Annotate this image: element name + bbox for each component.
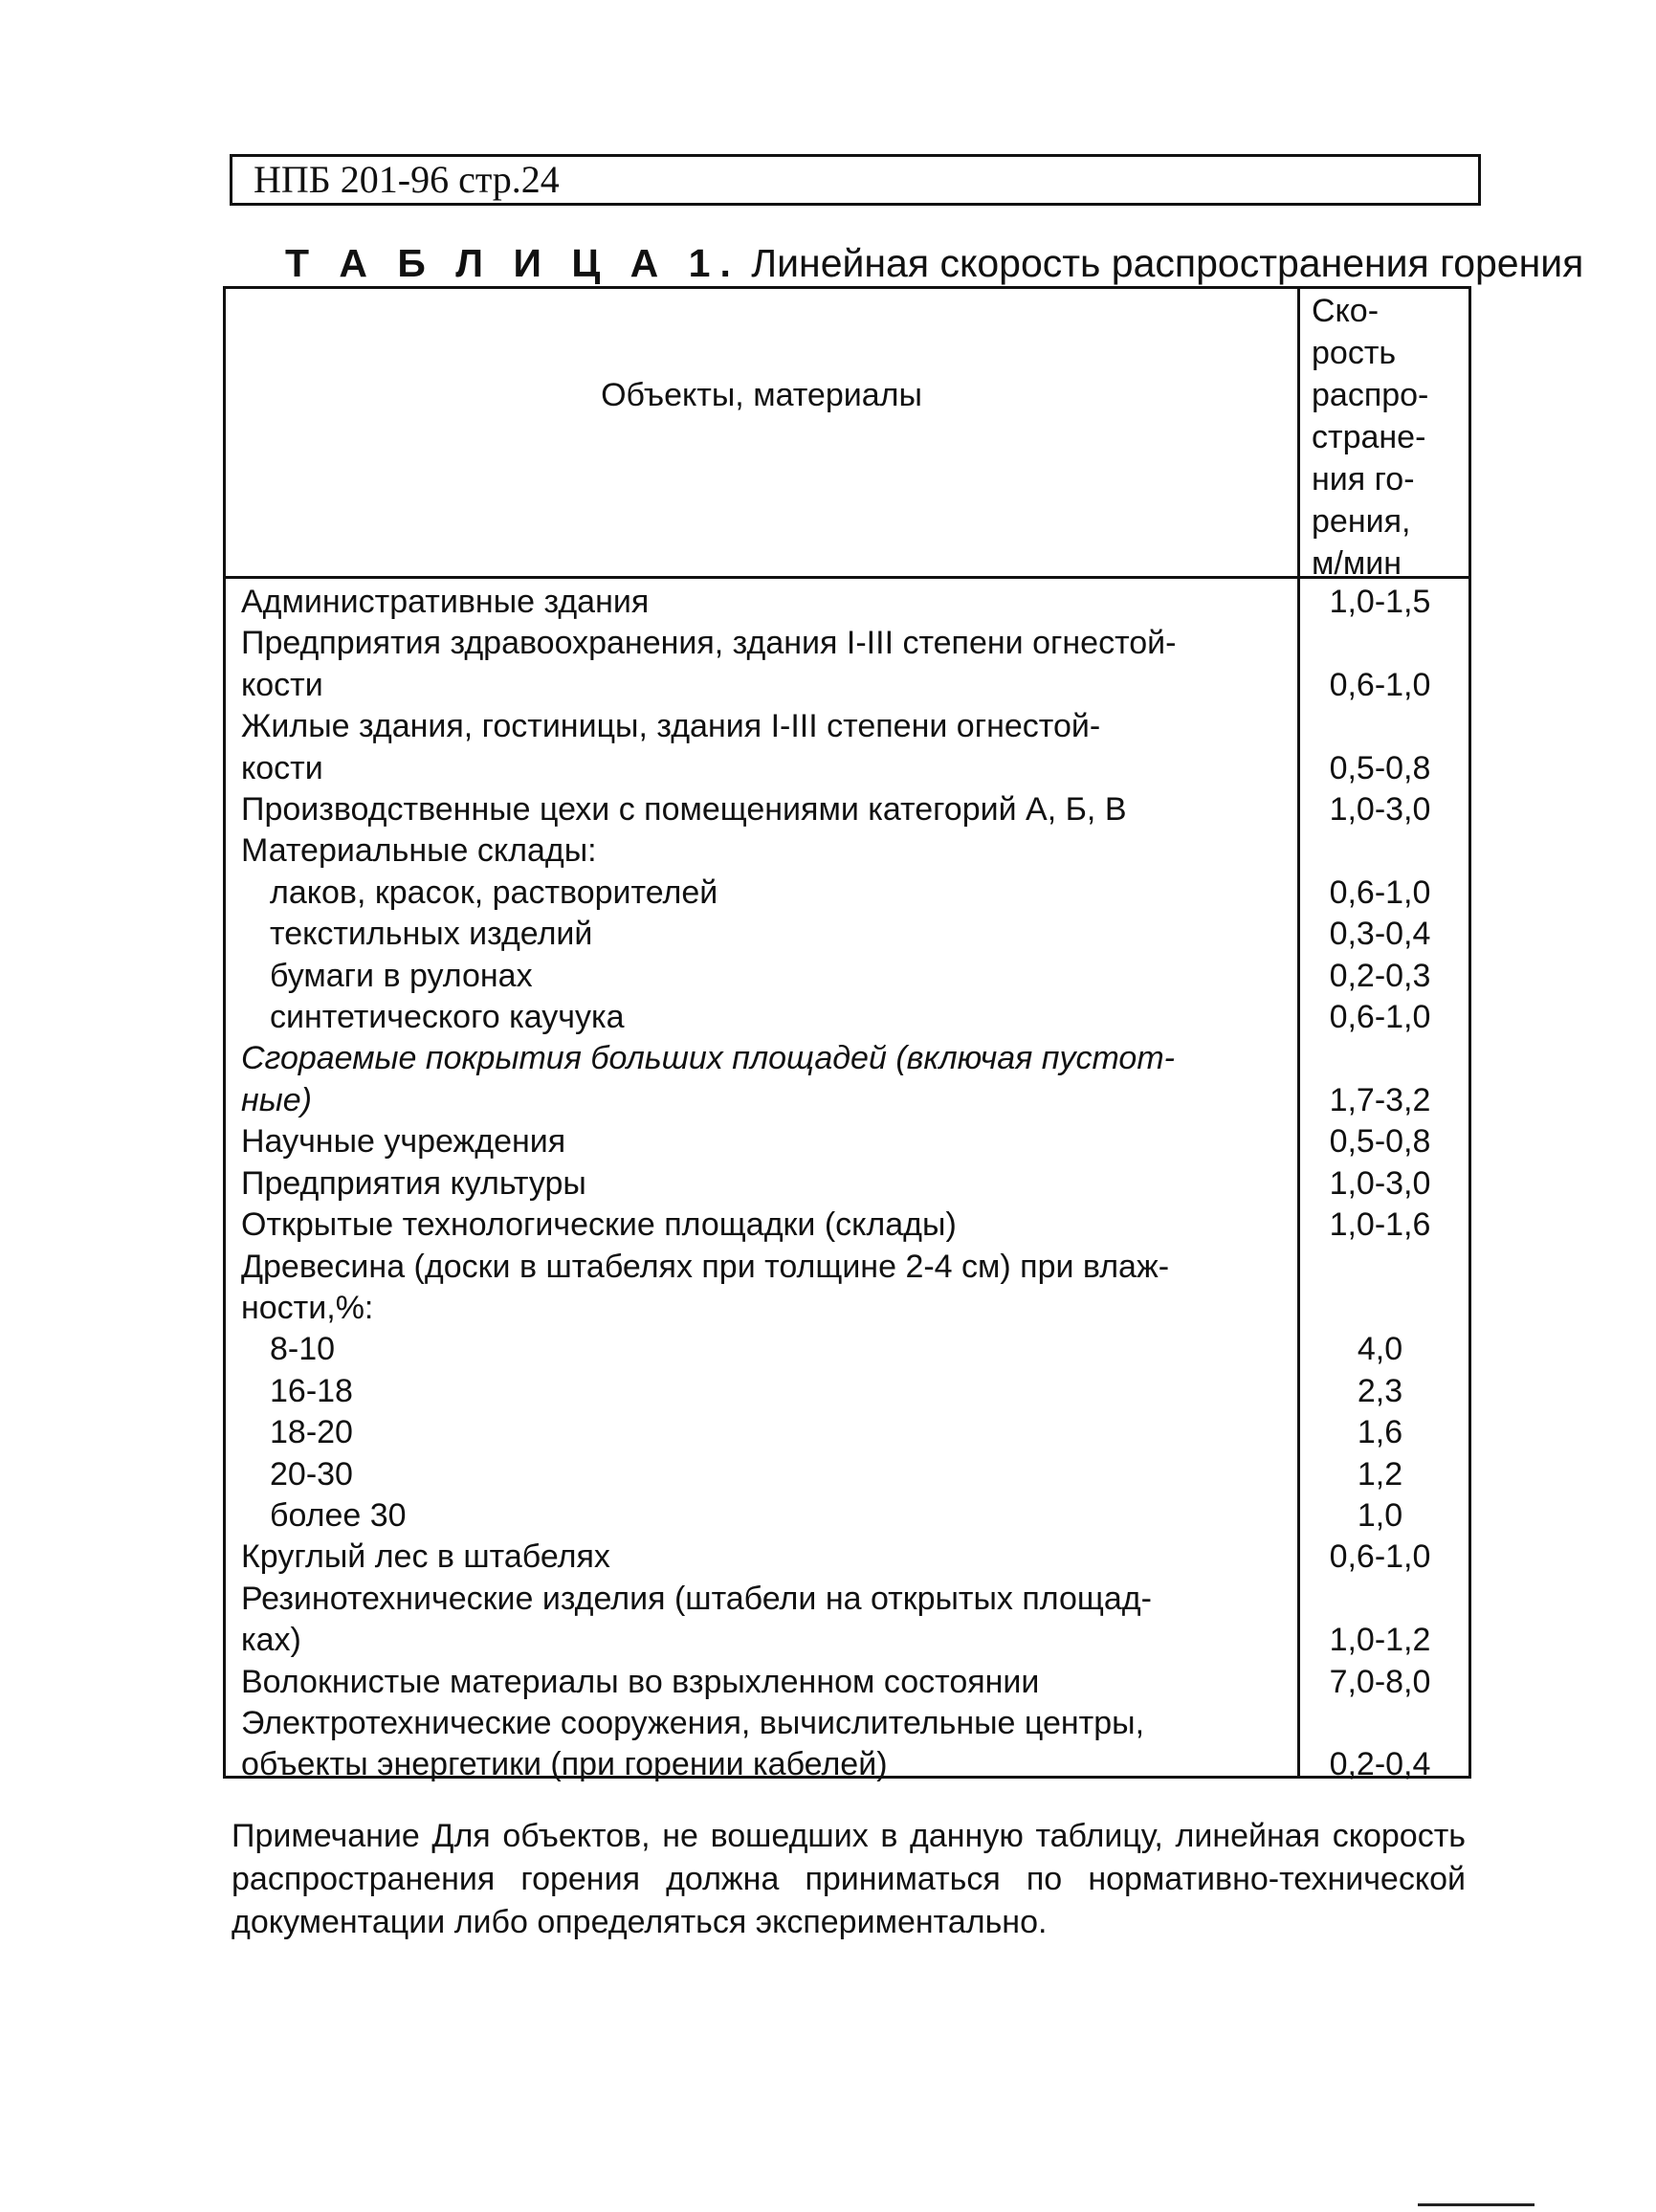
table-row: [226, 1121, 1468, 1162]
table-row: [226, 1703, 1468, 1786]
table-row: [226, 1412, 1468, 1453]
table-title: [285, 239, 1584, 287]
row-object-line: бумаги в рулонах: [270, 957, 533, 994]
row-speed-value: 1,6: [1357, 1414, 1403, 1451]
row-object-name: [226, 582, 1283, 623]
row-speed-value: 1,0-1,6: [1329, 1206, 1431, 1244]
table-row: [226, 1662, 1468, 1703]
speed-header-line: стране-: [1312, 419, 1426, 455]
row-speed-value: 1,2: [1357, 1455, 1403, 1493]
row-speed-value: 4,0: [1357, 1331, 1403, 1368]
table-row: [226, 1371, 1468, 1412]
row-object-line: Предприятия здравоохранения, здания I-III степени огнестой-: [241, 625, 1177, 662]
table-row: [226, 997, 1468, 1038]
row-speed-value: 0,5-0,8: [1329, 1123, 1431, 1161]
table-row: [226, 873, 1468, 914]
row-object-line: Материальные склады:: [241, 832, 597, 870]
row-object-name: [226, 789, 1283, 830]
row-object-line: Предприятия культуры: [241, 1164, 586, 1202]
table-row: [226, 1454, 1468, 1495]
row-object-line: Научные учреждения: [241, 1123, 566, 1161]
row-speed-value: 0,2-0,4: [1329, 1746, 1431, 1783]
row-object-line: Резинотехнические изделия (штабели на открытых площад-: [241, 1580, 1152, 1617]
row-speed-value: 1,0-1,5: [1329, 584, 1431, 620]
table-row: [226, 1247, 1468, 1330]
row-object-line: Административные здания: [241, 584, 650, 620]
table-body: [226, 582, 1468, 1786]
row-object-line: Электротехнические сооружения, вычислительные центры,: [241, 1704, 1145, 1741]
burning-speed-table: [223, 286, 1471, 1783]
row-object-line: текстильных изделий: [270, 916, 593, 953]
footer-rule: [1418, 2203, 1535, 2206]
row-object-name: [226, 873, 1283, 914]
speed-header-line: рения,: [1312, 503, 1411, 540]
table-row: [226, 914, 1468, 955]
row-object-line: 16-18: [270, 1372, 353, 1409]
row-object-line: лаков, красок, растворителей: [270, 874, 718, 911]
row-object-line: синтетического каучука: [270, 999, 625, 1036]
column-header-objects: Объекты, материалы: [601, 377, 922, 413]
table-row: [226, 956, 1468, 997]
row-object-name: [226, 1247, 1283, 1330]
row-object-line: Древесина (доски в штабелях при толщине 2-4 см) при влаж-: [241, 1248, 1170, 1285]
row-speed-value: 0,6-1,0: [1329, 666, 1431, 703]
speed-header-line: м/мин: [1312, 545, 1402, 582]
row-speed-value: 1,7-3,2: [1329, 1081, 1431, 1118]
row-object-name: [226, 1205, 1283, 1246]
row-object-line: ные): [241, 1081, 312, 1118]
row-speed-value: 0,6-1,0: [1329, 874, 1431, 911]
row-object-name: [226, 956, 1283, 997]
row-object-line: объекты энергетики (при горении кабелей): [241, 1746, 888, 1783]
table-row: [226, 1329, 1468, 1370]
table-title-label: Т А Б Л И Ц А 1.: [285, 241, 740, 285]
row-object-line: Круглый лес в штабелях: [241, 1538, 610, 1576]
speed-header-line: рость: [1312, 335, 1397, 371]
speed-header-line: ния го-: [1312, 461, 1415, 498]
table-row: [226, 1163, 1468, 1205]
row-object-name: [226, 1454, 1283, 1495]
table-row: [226, 623, 1468, 706]
row-object-line: ках): [241, 1622, 301, 1659]
row-object-line: кости: [241, 666, 323, 703]
row-object-line: 20-30: [270, 1455, 353, 1493]
table-row: [226, 1495, 1468, 1537]
row-object-name: [226, 1579, 1283, 1662]
row-object-name: [226, 706, 1283, 789]
row-object-line: ности,%:: [241, 1289, 374, 1326]
row-object-name: [226, 1495, 1283, 1537]
row-object-name: [226, 1537, 1283, 1578]
table-row: [226, 582, 1468, 623]
table-row: [226, 830, 1468, 872]
row-speed-value: 1,0-3,0: [1329, 791, 1431, 829]
row-object-name: [226, 1371, 1283, 1412]
row-speed-value: 0,6-1,0: [1329, 1538, 1431, 1576]
header-divider: [226, 576, 1468, 579]
row-speed-value: 0,2-0,3: [1329, 957, 1431, 994]
footnote: Примечание Для объектов, не вошедших в данную таблицу, линейная скорость распространения горения должна приниматься по нормативно-технической документации либо определяться экспериментально.: [232, 1818, 1466, 1940]
row-object-line: 8-10: [270, 1331, 336, 1368]
row-object-line: Жилые здания, гостиницы, здания I-III степени огнестой-: [241, 708, 1101, 745]
table-row: [226, 1205, 1468, 1246]
row-object-line: более 30: [270, 1496, 407, 1534]
column-header-speed: [1312, 289, 1474, 582]
row-object-line: Сгораемые покрытия больших площадей (включая пустот-: [241, 1040, 1175, 1077]
row-object-name: [226, 997, 1283, 1038]
speed-header-line: Ско-: [1312, 293, 1380, 329]
row-object-line: кости: [241, 749, 323, 786]
row-object-name: [226, 1703, 1283, 1786]
table-row: [226, 1038, 1468, 1121]
row-object-line: 18-20: [270, 1414, 353, 1451]
row-object-line: Волокнистые материалы во взрыхленном состоянии: [241, 1663, 1040, 1700]
table-title-text: Линейная скорость распространения горения: [740, 241, 1584, 285]
row-object-line: Открытые технологические площадки (склады): [241, 1206, 957, 1244]
row-object-name: [226, 1329, 1283, 1370]
row-speed-value: 0,6-1,0: [1329, 999, 1431, 1036]
row-object-name: [226, 914, 1283, 955]
row-object-name: [226, 1163, 1283, 1205]
table-row: [226, 1537, 1468, 1578]
row-speed-value: 7,0-8,0: [1329, 1663, 1431, 1700]
row-object-name: [226, 1038, 1283, 1121]
row-speed-value: 1,0-1,2: [1329, 1622, 1431, 1659]
row-speed-value: 2,3: [1357, 1372, 1403, 1409]
document-header: НПБ 201-96 стр.24: [230, 154, 1481, 206]
table-row: [226, 706, 1468, 789]
row-object-line: Производственные цехи с помещениями категорий А, Б, В: [241, 791, 1127, 829]
row-object-name: [226, 1121, 1283, 1162]
row-speed-value: 1,0-3,0: [1329, 1164, 1431, 1202]
row-speed-value: 0,5-0,8: [1329, 749, 1431, 786]
row-object-name: [226, 1412, 1283, 1453]
row-object-name: [226, 1662, 1283, 1703]
table-row: [226, 789, 1468, 830]
row-speed-value: 0,3-0,4: [1329, 916, 1431, 953]
row-object-name: [226, 830, 1283, 872]
speed-header-line: распро-: [1312, 377, 1429, 413]
row-object-name: [226, 623, 1283, 706]
table-row: [226, 1579, 1468, 1662]
row-speed-value: 1,0: [1357, 1496, 1403, 1534]
